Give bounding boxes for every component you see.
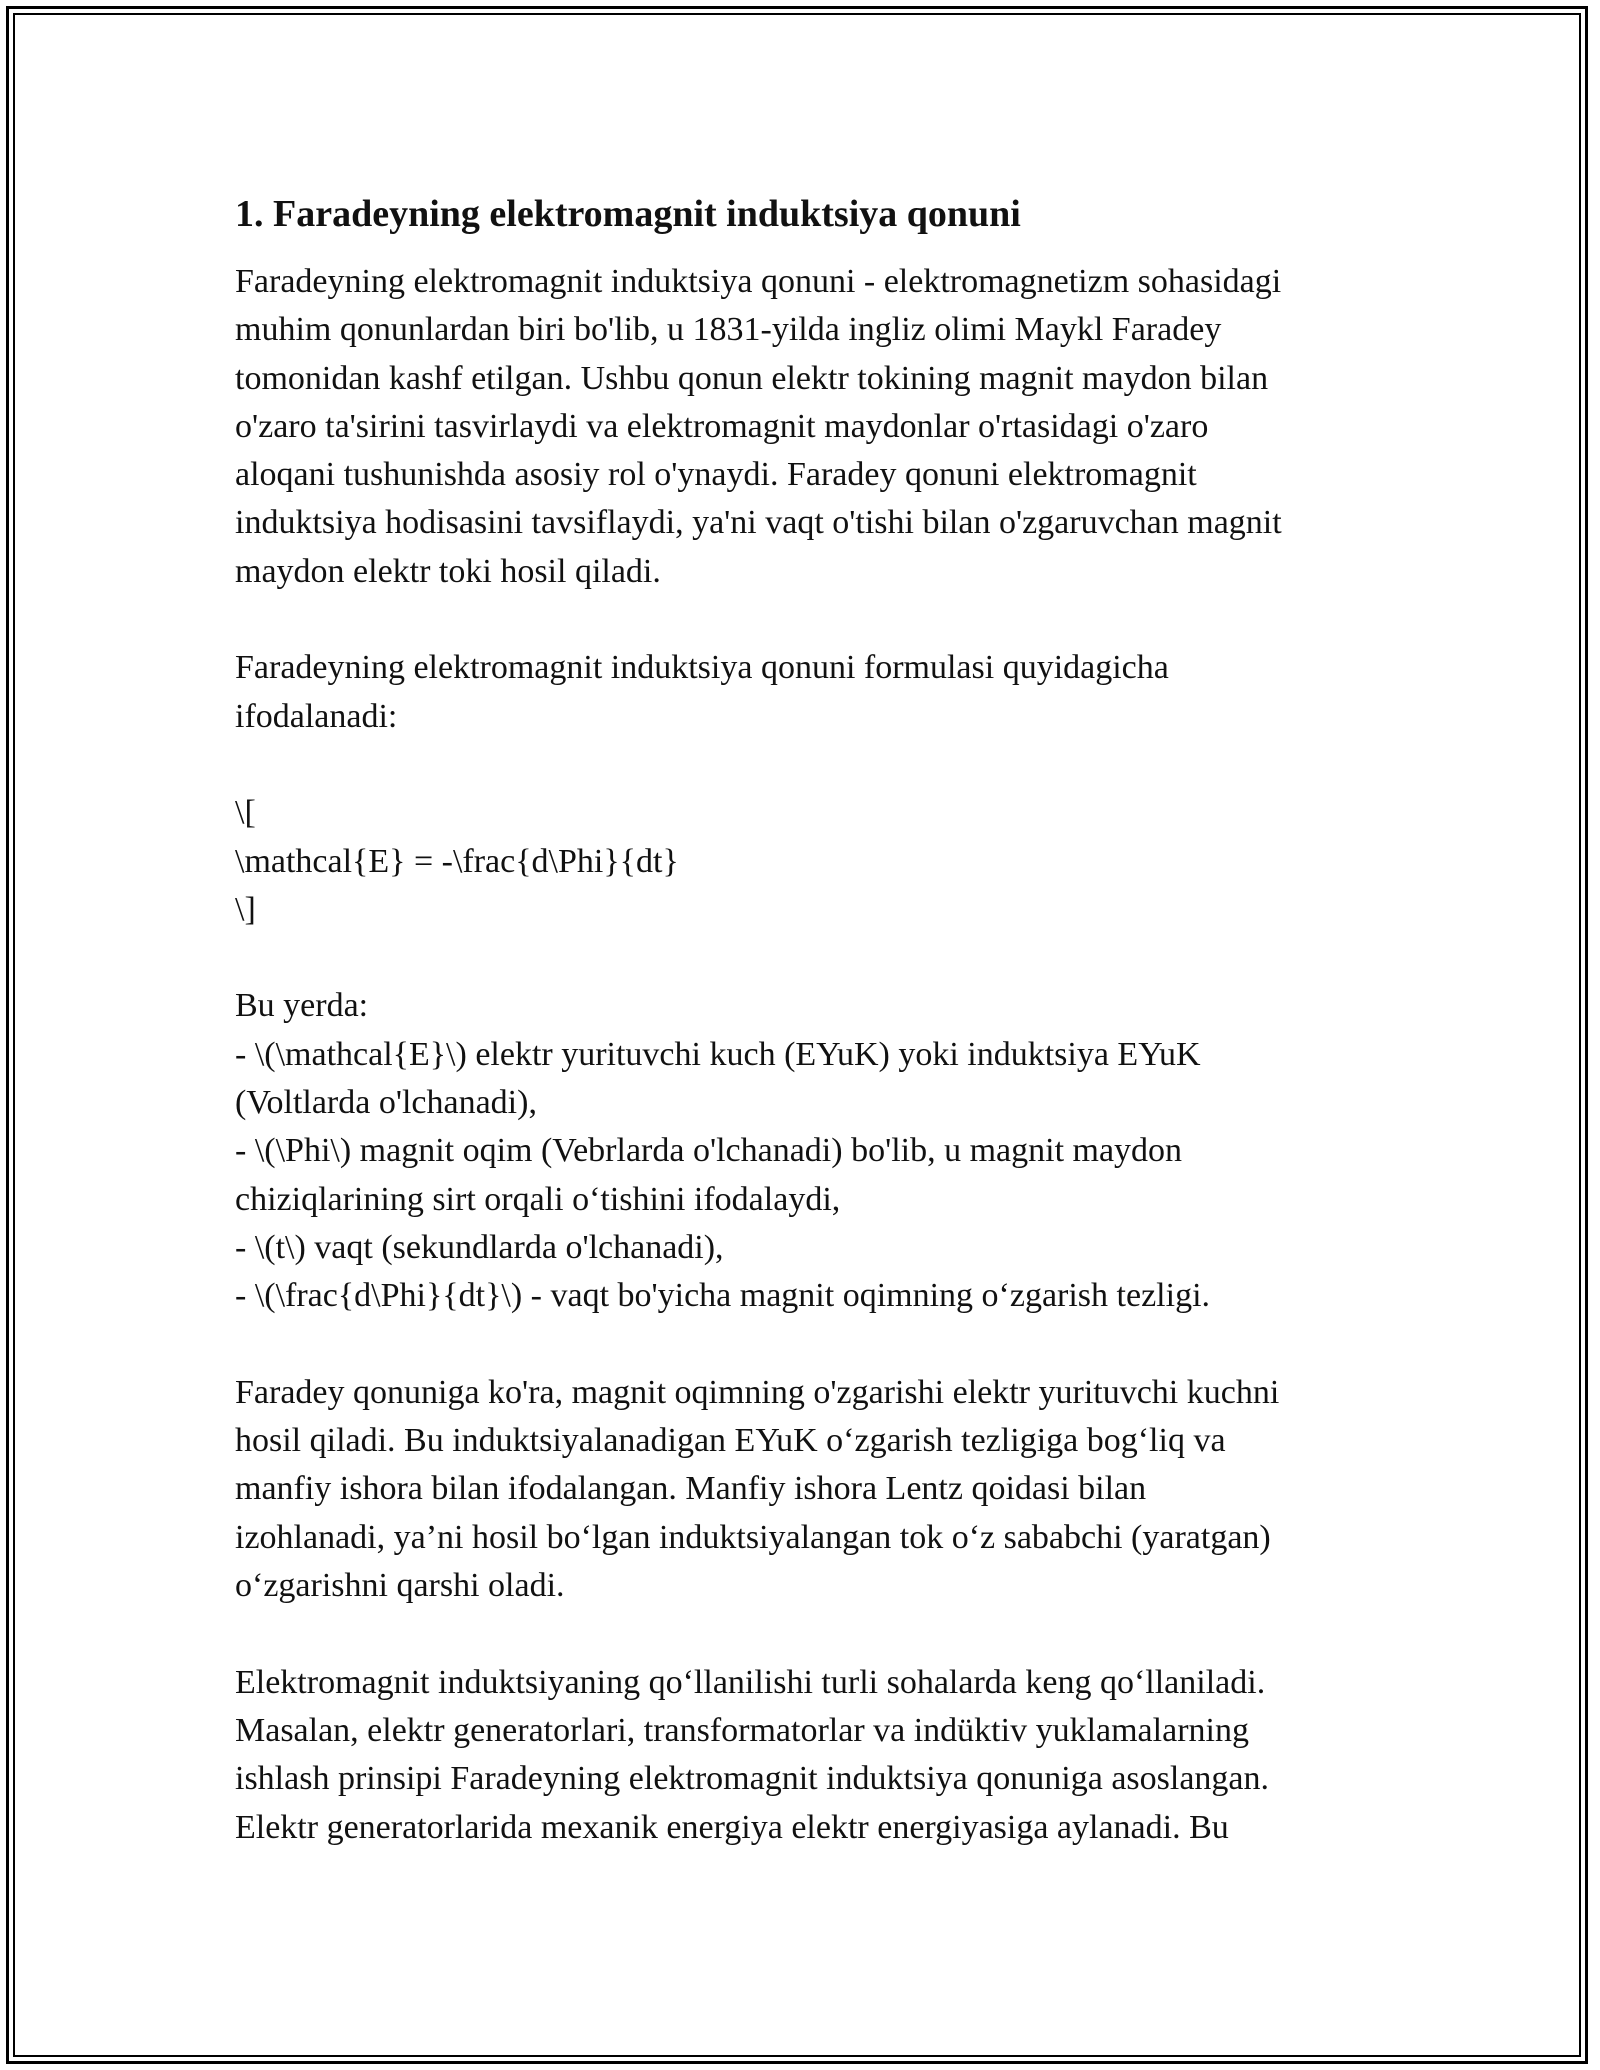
paragraph-intro: Faradeyning elektromagnit induktsiya qonuni - elektromagnetizm sohasidagi muhim qonunlardan biri bo'lib, u 1831-yilda ingliz olimi Maykl Faradey tomonidan kashf etilgan. Ushbu qonun elektr tokining magnit maydon bilan o'zaro ta'sirini tasvirlaydi va elektromagnit maydonlar o'rtasidagi o'zaro aloqani tushunishda asosiy rol o'ynaydi. Faradey qonuni elektromagnit induktsiya hodisasini tavsiflaydi, ya'ni vaqt o'tishi bilan o'zgaruvchan magnit maydon elektr toki hosil qiladi. [235,263,1282,590]
paragraph-gap [235,934,1415,982]
paragraph-gap [235,1321,1415,1369]
paragraph-applications: Elektromagnit induktsiyaning qoʻllanilishi turli sohalarda keng qoʻllaniladi. Masalan, elektr generatorlari, transformatorlar va indüktiv yuklamalarning ishlash prinsipi Faradeyning elektromagnit induktsiya qonuniga asoslangan. Elektr generatorlarida mexanik energiya elektr energiyasiga aylanadi. Bu [235,1663,1269,1846]
paragraph-formula-intro: Faradeyning elektromagnit induktsiya qonuni formulasi quyidagicha ifodalanadi: [235,649,1169,735]
document-body [235,188,1415,1852]
formula-block: \[ \mathcal{E} = -\frac{d\Phi}{dt} \] [235,794,679,928]
paragraph-definitions: Bu yerda: - \(\mathcal{E}\) elektr yurituvchi kuch (EYuK) yoki induktsiya EYuK (Voltlarda o'lchanadi), - \(\Phi\) magnit oqim (Vebrlarda o'lchanadi) bo'lib, u magnit maydon chiziqlarining sirt orqali oʻtishini ifodalaydi, - \(t\) vaqt (sekundlarda o'lchanadi), - \(\frac{d\Phi}{dt}\) - vaqt bo'yicha magnit oqimning oʻzgarish tezligi. [235,987,1211,1315]
paragraph-gap [235,596,1415,644]
paragraph-gap [235,1610,1415,1658]
paragraph-lenz: Faradey qonuniga ko'ra, magnit oqimning o'zgarishi elektr yurituvchi kuchni hosil qiladi. Bu induktsiyalanadigan EYuK oʻzgarish tezligiga bogʻliq va manfiy ishora bilan ifodalangan. Manfiy ishora Lentz qoidasi bilan izohlanadi, ya’ni hosil boʻlgan induktsiyalangan tok oʻz sababchi (yaratgan) oʻzgarishni qarshi oladi. [235,1373,1280,1605]
paragraph-gap [235,741,1415,789]
section-heading: 1. Faradeyning elektromagnit induktsiya qonuni [235,193,1021,235]
